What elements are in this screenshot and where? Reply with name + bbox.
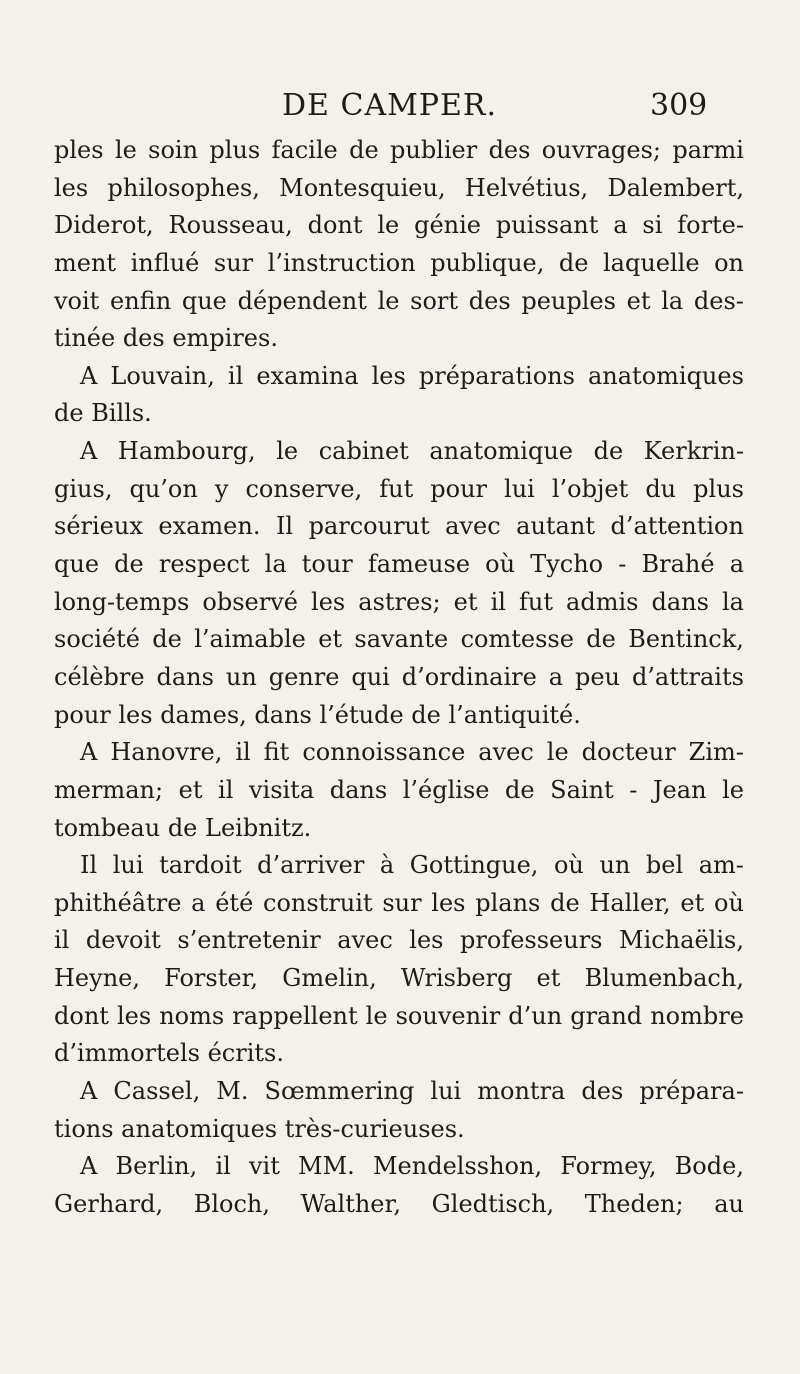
word: que (181, 286, 227, 315)
word: dont (307, 211, 363, 240)
word: a (548, 662, 564, 691)
word: Haller, (589, 888, 671, 917)
word: le (377, 286, 400, 315)
word: montra (477, 1077, 566, 1106)
text-line (54, 772, 744, 810)
word: fut (379, 474, 414, 503)
word: les (116, 1001, 152, 1030)
word: - (618, 550, 627, 579)
word: plans (475, 888, 541, 917)
word: et (536, 964, 561, 993)
word: des (488, 136, 531, 164)
word: rappellent (232, 1001, 358, 1030)
word: Dalembert, (607, 173, 744, 202)
word: Tycho (530, 550, 604, 579)
word: bel (645, 851, 684, 880)
word: le (276, 437, 299, 466)
word: enfin (110, 286, 172, 315)
word: dépendent (237, 286, 367, 315)
word: qui (351, 662, 390, 691)
word: la (264, 550, 287, 579)
word: il (218, 775, 234, 804)
word: dans (651, 587, 709, 616)
text-line (54, 998, 744, 1036)
word: Il (275, 512, 294, 541)
word: Wrisberg (400, 964, 513, 993)
word: et (680, 888, 705, 917)
word: anatomique (429, 437, 573, 466)
word: long-temps (54, 587, 190, 616)
word: savante (354, 625, 449, 654)
word: Mendelsshon, (372, 1152, 543, 1181)
word: parcourut (308, 512, 430, 541)
text-line (54, 584, 744, 622)
text-line (54, 1186, 744, 1224)
word: lui (504, 474, 535, 503)
word: sérieux (54, 512, 143, 541)
word: Heyne, (54, 964, 140, 993)
word: Montesquieu, (279, 173, 446, 202)
word: des- (693, 286, 744, 315)
word: les (54, 173, 89, 202)
word: Hanovre, (110, 738, 223, 767)
word: Il (80, 851, 98, 880)
word: Sœmmering (264, 1077, 415, 1106)
word: Cassel, (113, 1077, 201, 1106)
word: professeurs (460, 926, 603, 955)
text-line: tinée des empires. (54, 324, 278, 353)
text-line (54, 170, 744, 208)
word: tardoit (159, 851, 242, 880)
word: genre (268, 662, 340, 691)
word: dont (54, 1001, 109, 1030)
word: examen. (158, 512, 261, 541)
word: publier (390, 136, 478, 164)
word: et (178, 775, 203, 804)
word: avec (445, 512, 501, 541)
word: plus (693, 474, 744, 503)
word: phithéâtre (54, 888, 182, 917)
word: préparations (418, 361, 575, 390)
text-line: tions anatomiques très-curieuses. (54, 1114, 465, 1143)
word: pour (430, 474, 487, 503)
word: on (714, 248, 744, 277)
word: souvenir (395, 1001, 501, 1030)
word: Gledtisch, (431, 1189, 555, 1218)
word: et (318, 625, 343, 654)
word: observé (202, 587, 298, 616)
word: Kerkrin- (643, 437, 744, 466)
word: fit (263, 738, 290, 767)
text-line (54, 847, 744, 885)
word: la (661, 286, 684, 315)
word: les (431, 888, 466, 917)
text-line (54, 508, 744, 546)
word: construit (263, 888, 373, 917)
word: les (409, 926, 444, 955)
word: Brahé (641, 550, 715, 579)
word: influé (130, 248, 200, 277)
word: voit (54, 286, 100, 315)
word: vit (248, 1152, 280, 1181)
word: le (377, 211, 400, 240)
word: Blumenbach, (584, 964, 744, 993)
text-line: tombeau de Leibnitz. (54, 813, 312, 842)
word: il (490, 587, 506, 616)
word: et (626, 286, 651, 315)
word: le (546, 738, 569, 767)
word: Bloch, (193, 1189, 270, 1218)
word: de (114, 550, 144, 579)
text-line (54, 433, 744, 471)
word: de (349, 136, 379, 164)
word: laquelle (602, 248, 700, 277)
word: de (505, 775, 535, 804)
word: il (235, 738, 251, 767)
word: à (379, 851, 395, 880)
text-line (54, 960, 744, 998)
word: un (599, 851, 631, 880)
page-number: 309 (650, 88, 708, 123)
text-line (54, 132, 744, 170)
word: dans (156, 662, 214, 691)
text-line (54, 621, 744, 659)
word: l’objet (551, 474, 629, 503)
word: merman; (54, 775, 164, 804)
word: de (558, 248, 589, 277)
word: société (54, 625, 140, 654)
word: visita (248, 775, 315, 804)
word: avec (478, 738, 534, 767)
text-line (54, 358, 744, 396)
word: l’instruction (267, 248, 416, 277)
word: au (714, 1189, 744, 1218)
word: Forster, (164, 964, 259, 993)
word: A (80, 437, 98, 466)
word: Theden; (584, 1189, 684, 1218)
word: Helvétius, (464, 173, 589, 202)
word: devoit (85, 926, 161, 955)
word: la (721, 587, 744, 616)
word: lui (430, 1077, 462, 1106)
word: parmi (672, 136, 744, 164)
word: l’aimable (194, 625, 306, 654)
word: a (191, 888, 206, 917)
word: Gottingue, (409, 851, 539, 880)
word: et (453, 587, 478, 616)
word: Gerhard, (54, 1189, 164, 1218)
word: dans (329, 775, 388, 804)
word: avec (337, 926, 393, 955)
word: de (593, 437, 624, 466)
word: Michaëlis, (619, 926, 744, 955)
word: tour (301, 550, 353, 579)
word: docteur (581, 738, 676, 767)
text-line: d’immortels écrits. (54, 1039, 284, 1068)
word: sur (382, 888, 422, 917)
word: l’église (402, 775, 490, 804)
word: des (581, 1077, 624, 1106)
word: respect (158, 550, 250, 579)
word: des (468, 286, 511, 315)
text-line (54, 283, 744, 321)
word: Bode, (674, 1152, 744, 1181)
word: Walther, (300, 1189, 401, 1218)
word: a (613, 211, 628, 240)
word: ouvrages; (541, 136, 662, 164)
word: peuples (521, 286, 616, 315)
word: publique, (430, 248, 545, 277)
word: un (225, 662, 257, 691)
word: y (214, 474, 229, 503)
text-line (54, 245, 744, 283)
word: Berlin, (115, 1152, 198, 1181)
word: ment (54, 248, 117, 277)
word: le (722, 775, 744, 804)
word: autant (516, 512, 595, 541)
word: d’attraits (631, 662, 744, 691)
word: M. (216, 1077, 249, 1106)
word: fut (518, 587, 553, 616)
word: le (114, 136, 137, 164)
word: Formey, (560, 1152, 657, 1181)
word: sur (213, 248, 254, 277)
word: A (80, 361, 98, 390)
word: comtesse (460, 625, 574, 654)
word: où (553, 851, 584, 880)
word: les (371, 361, 406, 390)
word: d’attention (610, 512, 744, 541)
word: nombre (650, 1001, 744, 1030)
word: admis (566, 587, 639, 616)
word: génie (414, 211, 481, 240)
text-line (54, 922, 744, 960)
text-line (54, 1073, 744, 1111)
word: philosophes, (107, 173, 260, 202)
text-line (54, 734, 744, 772)
word: où (485, 550, 516, 579)
word: Louvain, (110, 361, 215, 390)
word: peu (574, 662, 621, 691)
text-line (54, 546, 744, 584)
word: de (550, 888, 580, 917)
page-header (0, 88, 800, 128)
word: Jean (652, 775, 707, 804)
word: prépara- (639, 1077, 744, 1106)
text-line (54, 885, 744, 923)
word: qu’on (129, 474, 198, 503)
word: Hambourg, (117, 437, 256, 466)
word: été (215, 888, 254, 917)
text-line: pour les dames, dans l’étude de l’antiquité. (54, 700, 581, 729)
word: a (729, 550, 744, 579)
word: que (54, 550, 100, 579)
word: am- (698, 851, 744, 880)
word: s’entretenir (177, 926, 321, 955)
word: Rousseau, (168, 211, 293, 240)
word: du (645, 474, 677, 503)
word: de (586, 625, 616, 654)
word: connoissance (302, 738, 466, 767)
text-line (54, 207, 744, 245)
word: lui (112, 851, 144, 880)
word: plus (209, 136, 261, 164)
word: les (311, 587, 346, 616)
word: A (80, 1077, 98, 1106)
word: anatomiques (587, 361, 744, 390)
word: facile (271, 136, 338, 164)
word: - (629, 775, 638, 804)
word: grand (570, 1001, 643, 1030)
word: Gmelin, (282, 964, 377, 993)
word: fameuse (367, 550, 471, 579)
word: A (80, 1152, 98, 1181)
text-line (54, 1148, 744, 1186)
text-line (54, 471, 744, 509)
word: gius, (54, 474, 113, 503)
word: noms (159, 1001, 225, 1030)
word: célèbre (54, 662, 145, 691)
word: Saint (550, 775, 614, 804)
running-title: DE CAMPER. (282, 88, 498, 123)
word: sort (410, 286, 459, 315)
word: il (54, 926, 70, 955)
word: il (215, 1152, 231, 1181)
word: astres; (358, 587, 441, 616)
word: Bentinck, (628, 625, 744, 654)
word: de (152, 625, 182, 654)
word: puissant (495, 211, 599, 240)
word: MM. (298, 1152, 355, 1181)
word: il (227, 361, 244, 390)
text-line (54, 659, 744, 697)
word: conserve, (245, 474, 363, 503)
word: A (80, 738, 98, 767)
word: cabinet (318, 437, 409, 466)
word: le (365, 1001, 388, 1030)
word: d’un (508, 1001, 563, 1030)
word: Zim- (688, 738, 744, 767)
word: forte- (677, 211, 744, 240)
body-text (54, 132, 744, 1224)
word: d’ordinaire (401, 662, 537, 691)
word: Diderot, (54, 211, 154, 240)
text-line: de Bills. (54, 399, 152, 428)
word: ples (54, 136, 104, 164)
word: examina (256, 361, 359, 390)
word: où (714, 888, 744, 917)
word: d’arriver (257, 851, 365, 880)
word: si (642, 211, 663, 240)
word: soin (148, 136, 199, 164)
